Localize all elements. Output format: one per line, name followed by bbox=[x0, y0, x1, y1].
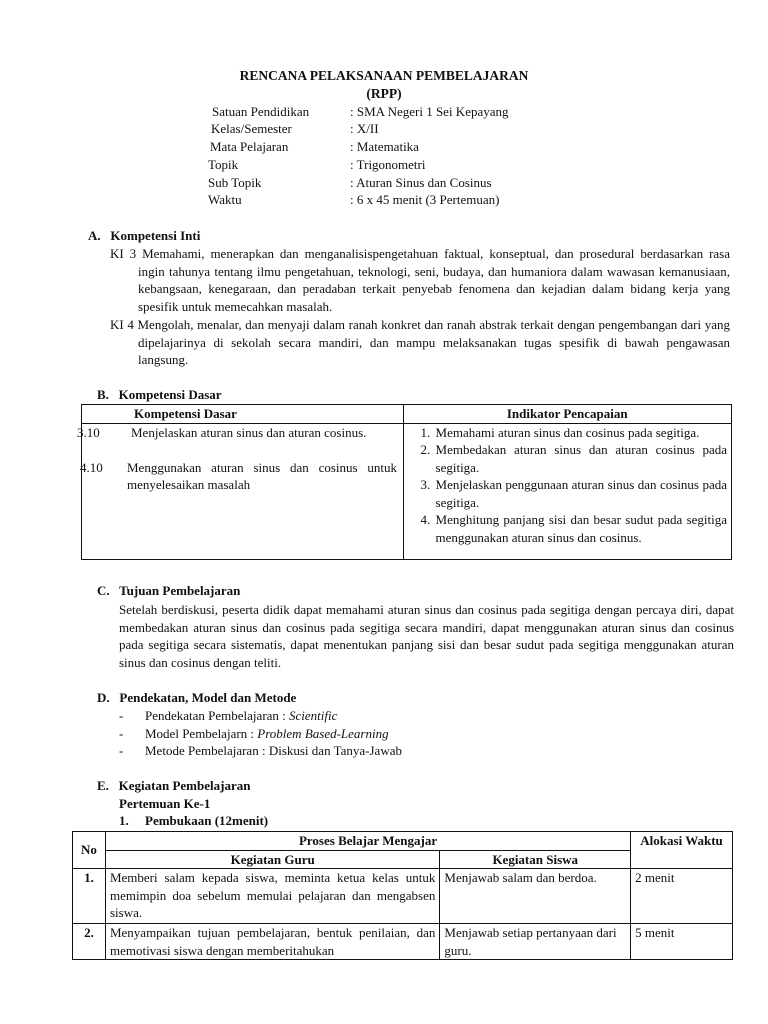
kd-number: 3.10 bbox=[77, 424, 100, 440]
ki4-paragraph bbox=[110, 316, 730, 369]
tujuan-paragraph: Setelah berdiskusi, peserta didik dapat memahami aturan sinus dan cosinus pada segitiga dengan percaya diri, dapat membedakan aturan sinus dan cosinus pada segitiga secara mandiri, dapat menggunakan aturan sinus dan cosinus pada segitiga secara sistematis, dapat menentukan panjang sisi dan besar sudut pada segitiga menggunakan aturan sinus dan cosinus dengan teliti. bbox=[119, 602, 734, 670]
pendekatan-list bbox=[119, 707, 619, 760]
list-item-value: Problem Based-Learning bbox=[257, 725, 389, 741]
meta-key: Mata Pelajaran bbox=[210, 139, 289, 154]
section-e-heading: E. Kegiatan Pembelajaran bbox=[97, 778, 251, 793]
list-item bbox=[119, 707, 619, 725]
alokasi-column-header: Alokasi Waktu bbox=[631, 832, 733, 869]
pertemuan-heading: Pertemuan Ke-1 bbox=[119, 796, 211, 811]
ki4-text: KI 4 Mengolah, menalar, dan menyaji dalam ranah konkret dan ranah abstrak terkait dengan pengembangan dari yang dipelajarinya di sekolah secara mandiri, dan mampu melaksanakan tugas spesifik di bawah pengawasan langsung. bbox=[110, 317, 730, 367]
meta-value: : Trigonometri bbox=[350, 157, 426, 172]
table-header-row bbox=[73, 832, 733, 851]
section-a-heading: A. Kompetensi Inti bbox=[88, 228, 201, 243]
list-item: - Metode Pembelajaran : Diskusi dan Tanya-Jawab bbox=[119, 742, 619, 760]
indikator-column-header: Indikator Pencapaian bbox=[403, 405, 731, 424]
meta-value: : X/II bbox=[350, 121, 379, 136]
ki3-text: KI 3 Memahami, menerapkan dan menganalisispengetahuan faktual, konseptual, dan prosedural berdasarkan rasa ingin tahunya tentang ilmu pengetahuan, teknologi, seni, budaya, dan humaniora dalam wawasan kemanusiaan, kebangsaan, kenegaraan, dan peradaban terkait penyebab fenomena dan kejadian dalam bidang kerja yang spesifik untuk memecahkan masalah. bbox=[110, 246, 730, 314]
meta-key: Kelas/Semester bbox=[211, 121, 292, 136]
meta-row bbox=[208, 121, 628, 139]
document-subtitle: (RPP) bbox=[366, 86, 402, 101]
section-d-heading: D. Pendekatan, Model dan Metode bbox=[97, 690, 297, 705]
siswa-cell: Menjawab salam dan berdoa. bbox=[440, 869, 631, 924]
list-item: 3. Menjelaskan penggunaan aturan sinus dan cosinus pada segitiga. bbox=[434, 476, 727, 511]
list-item: 1. Memahami aturan sinus dan cosinus pada segitiga. bbox=[434, 424, 727, 442]
kd-text bbox=[127, 459, 397, 494]
meta-value: : Aturan Sinus dan Cosinus bbox=[350, 175, 492, 190]
indikator-cell bbox=[403, 423, 731, 559]
table-row bbox=[73, 869, 733, 924]
meta-value: : SMA Negeri 1 Sei Kepayang bbox=[350, 104, 509, 119]
meta-key: Waktu bbox=[208, 192, 242, 207]
meta-key: Sub Topik bbox=[208, 175, 262, 190]
meta-row bbox=[208, 157, 628, 175]
proses-column-header: Proses Belajar Mengajar bbox=[105, 832, 630, 851]
list-item bbox=[119, 725, 619, 743]
kd-text-body: Menggunakan aturan sinus dan cosinus untuk menyelesaikan masalah bbox=[127, 459, 397, 492]
no-column-header: No bbox=[73, 832, 106, 869]
pembukaan-heading: 1. Pembukaan (12menit) bbox=[119, 813, 269, 828]
meta-row bbox=[208, 104, 628, 122]
table-row bbox=[73, 924, 733, 960]
list-item: 4. Menghitung panjang sisi dan besar sudut pada segitiga menggunakan aturan sinus dan cosinus. bbox=[434, 511, 727, 546]
kompetensi-dasar-table bbox=[77, 404, 732, 560]
kd-number: 4.10 bbox=[80, 459, 103, 475]
siswa-cell: Menjawab setiap pertanyaan dari guru. bbox=[440, 924, 631, 960]
document-title: RENCANA PELAKSANAAN PEMBELAJARAN bbox=[239, 68, 529, 83]
ki3-paragraph bbox=[110, 245, 730, 315]
indikator-list bbox=[408, 424, 727, 547]
row-number: 2. bbox=[73, 924, 106, 960]
section-c-heading: C. Tujuan Pembelajaran bbox=[97, 583, 241, 598]
siswa-column-header: Kegiatan Siswa bbox=[440, 850, 631, 869]
table-header-row bbox=[82, 405, 732, 424]
kegiatan-table bbox=[72, 831, 733, 960]
waktu-cell: 5 menit bbox=[631, 924, 733, 960]
row-number: 1. bbox=[73, 869, 106, 924]
guru-cell: Menyampaikan tujuan pembelajaran, bentuk penilaian, dan memotivasi siswa dengan memberitahukan bbox=[105, 924, 439, 960]
list-item: 2. Membedakan aturan sinus dan aturan cosinus pada segitiga. bbox=[434, 441, 727, 476]
kd-column-header: Kompetensi Dasar bbox=[82, 405, 404, 424]
meta-row bbox=[208, 175, 628, 193]
section-b-heading: B. Kompetensi Dasar bbox=[97, 387, 222, 402]
meta-row bbox=[208, 192, 628, 210]
meta-key: Topik bbox=[208, 157, 239, 172]
list-item-label: Pendekatan Pembelajaran : bbox=[145, 708, 290, 723]
meta-row bbox=[208, 139, 628, 157]
list-item-label: Model Pembelajarn : bbox=[145, 725, 258, 741]
list-item-value: Scientific bbox=[289, 708, 338, 723]
waktu-cell: 2 menit bbox=[631, 869, 733, 924]
meta-value: : Matematika bbox=[350, 139, 419, 154]
meta-key: Satuan Pendidikan bbox=[212, 104, 310, 119]
kd-cell bbox=[77, 423, 404, 559]
guru-cell: Memberi salam kepada siswa, meminta ketua kelas untuk memimpin doa sebelum memulai pelajaran dan mengabsen siswa. bbox=[105, 869, 439, 924]
table-row bbox=[82, 423, 732, 559]
meta-value: : 6 x 45 menit (3 Pertemuan) bbox=[350, 192, 500, 207]
kd-text: Menjelaskan aturan sinus dan aturan cosinus. bbox=[131, 424, 367, 440]
guru-column-header: Kegiatan Guru bbox=[105, 850, 439, 869]
